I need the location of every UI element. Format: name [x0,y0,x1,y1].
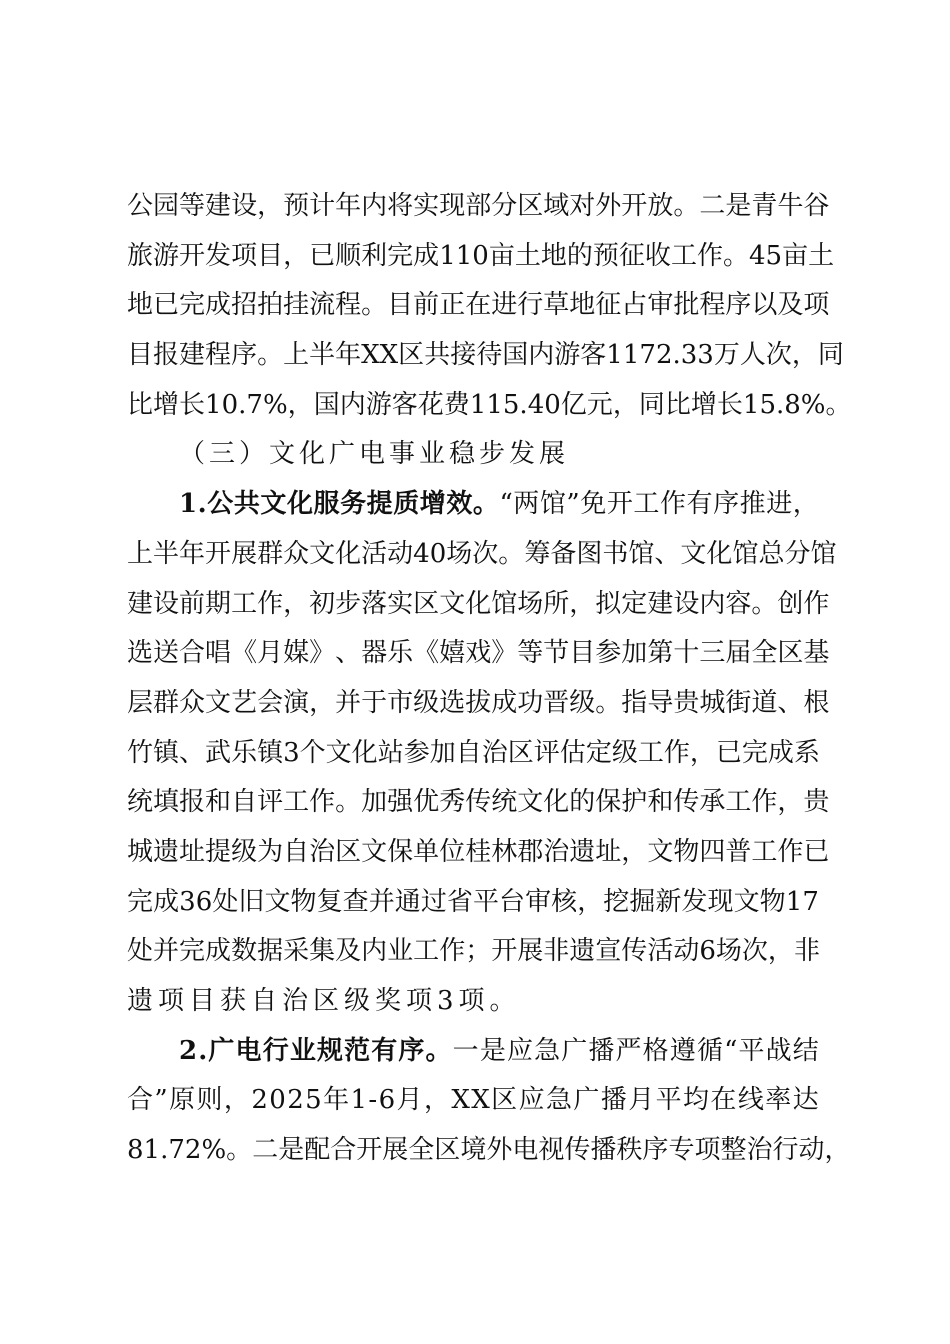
paragraph-line: 上 半 年 开 展 群 众 文 化 活 动 4 0 场 次 。 筹 备 图 书 馆 、 文 化 馆 总 分 馆 [127,538,837,569]
paragraph-line: 合 ” 原 则 ， 2 0 2 5 年 1 - 6 月 ， X X 区 应 急 广 播 月 平 均 在 线 率 达 [127,1085,819,1116]
paragraph-line: 1 . 公 共 文 化 服 务 提 质 增 效 。 “ 两 馆 ” 免 开 工 作 有 序 推 进 ， [179,489,819,520]
document-body [127,182,852,1176]
paragraph-line: 目 报 建 程 序 。 上 半 年 X X 区 共 接 待 国 内 游 客 1 1 7 2 . 3 3 万 人 次 ， 同 [127,340,844,371]
section-heading-text: （三）文化广电事业稳步发展 [179,439,570,470]
paragraph-line: 竹 镇 、 武 乐 镇 3 个 文 化 站 参 加 自 治 区 评 估 定 级 工 作 ， 已 完 成 系 [127,737,820,768]
paragraph-line: 8 1 . 7 2 % 。 二 是 配 合 开 展 全 区 境 外 电 视 传 播 秩 序 专 项 整 治 行 动 ， [127,1135,851,1166]
paragraph-line: 城 遗 址 提 级 为 自 治 区 文 保 单 位 桂 林 郡 治 遗 址 ， 文 物 四 普 工 作 已 [127,836,830,867]
paragraph-line: 层 群 众 文 艺 会 演 ， 并 于 市 级 选 拔 成 功 晋 级 。 指 导 贵 城 街 道 、 根 [127,687,830,718]
line-text: 遗项目获自治区级奖项3项。 [127,986,521,1016]
paragraph-line: 公 园 等 建 设 ， 预 计 年 内 将 实 现 部 分 区 域 对 外 开 放 。 二 是 青 牛 谷 [127,191,830,221]
paragraph-line: 完 成 3 6 处 旧 文 物 复 查 并 通 过 省 平 台 审 核 ， 挖 掘 新 发 现 文 物 1 7 [127,886,819,917]
paragraph-line: 比 增 长 1 0 . 7 % ， 国 内 游 客 花 费 1 1 5 . 4 0 亿 元 ， 同 比 增 长 1 5 . 8 % 。 [127,389,852,420]
paragraph-line: 地 已 完 成 招 拍 挂 流 程 。 目 前 正 在 进 行 草 地 征 占 审 批 程 序 以 及 项 [127,290,830,321]
paragraph-line: 统 填 报 和 自 评 工 作 。 加 强 优 秀 传 统 文 化 的 保 护 和 传 承 工 作 ， 贵 [127,787,830,818]
paragraph-line [127,977,819,1027]
paragraph-line: 旅 游 开 发 项 目 ， 已 顺 利 完 成 1 1 0 亩 土 地 的 预 征 收 工 作 。 4 5 亩 土 [127,240,835,271]
paragraph-line: 建 设 前 期 工 作 ， 初 步 落 实 区 文 化 馆 场 所 ， 拟 定 建 设 内 容 。 创 作 [127,588,830,619]
section-heading [127,430,819,480]
paragraph-line: 处 并 完 成 数 据 采 集 及 内 业 工 作 ； 开 展 非 遗 宣 传 活 动 6 场 次 ， 非 [127,936,820,967]
paragraph-line: 选 送 合 唱 《 月 媒 》 、 器 乐 《 嬉 戏 》 等 节 目 参 加 第 十 三 届 全 区 基 [127,638,830,669]
paragraph-line: 2 . 广 电 行 业 规 范 有 序 。 一 是 应 急 广 播 严 格 遵 循 “ 平 战 结 [179,1035,819,1066]
